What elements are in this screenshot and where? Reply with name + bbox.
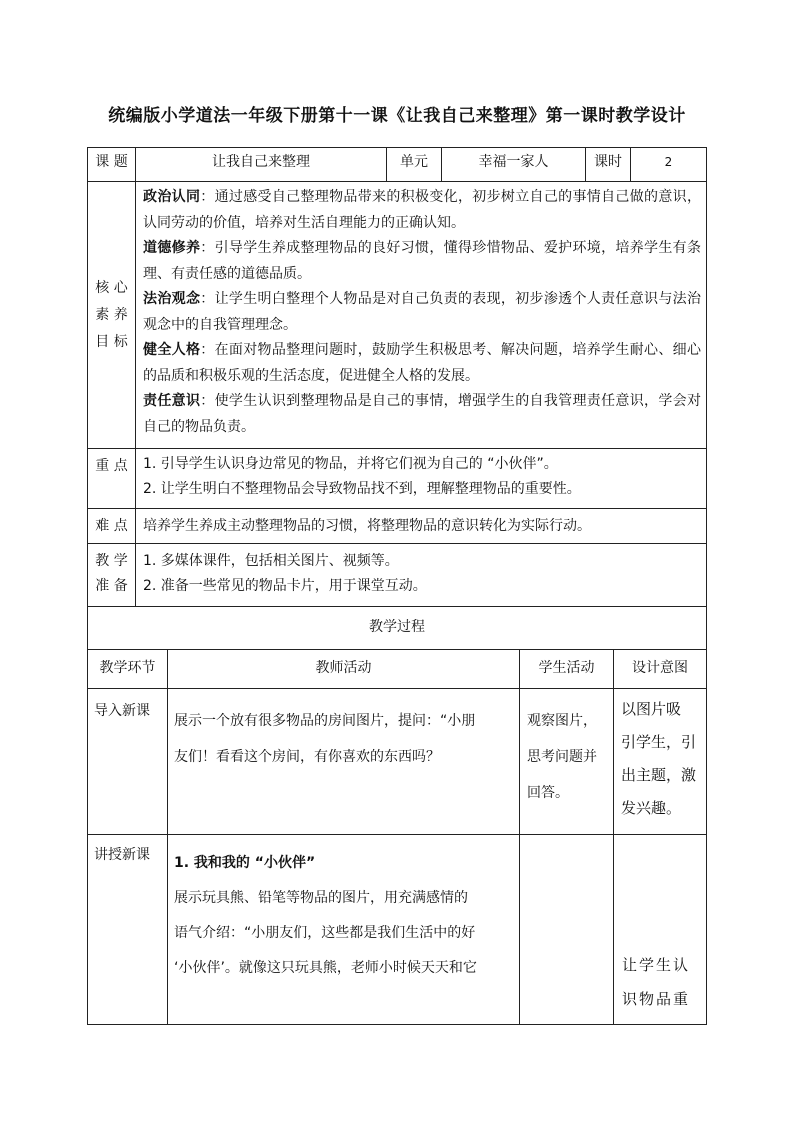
text-line: 思考问题并 [527,749,597,765]
unit-label: 单元 [400,154,428,170]
goals-label-line: 核 心 [95,280,128,296]
text-line: 引学生，引 [621,733,697,751]
text-line: ‘小伙伴’。就像这只玩具熊，老师小时候天天和它 [174,960,477,976]
student-activity-intro [527,703,611,811]
text-line: 发兴趣。 [621,799,682,817]
goals-label [88,275,135,356]
text-line: 出主题，激 [621,766,697,784]
topic-label: 课 题 [95,154,128,170]
goal-head: 道德修养 [143,240,201,256]
goals-label-line: 素 养 [95,307,128,323]
text-line: 展示一个放有很多物品的房间图片，提问：“小朋 [174,713,476,729]
stage-intro: 导入新课 [94,703,150,719]
text-line: 识物品重 [622,990,691,1008]
prep-label [88,549,135,599]
difficulty-text: 培养学生养成主动整理物品的习惯，将整理物品的意识转化为实际行动。 [143,518,591,534]
prep-label-line: 教 学 [95,553,128,569]
goal-item [143,338,701,389]
unit-value: 幸福一家人 [478,154,549,170]
hours-label: 课时 [594,154,622,170]
design-intent-intro [621,693,703,825]
goal-text: ：让学生明白整理个人物品是对自己负责的表现，初步渗透个人责任意识与法治观念中的自我管理理念。 [143,291,702,333]
goal-text: ：在面对物品整理问题时，鼓励学生积极思考、解决问题，培养学生耐心、细心的品质和积极乐观的生活态度，促进健全人格的发展。 [143,342,702,384]
prep-item: 1. 多媒体课件，包括相关图片、视频等。 [143,553,399,569]
goal-text: ：通过感受自己整理物品带来的积极变化，初步树立自己的事情自己做的意识，认同劳动的价值，培养对生活自理能力的正确认知。 [143,189,702,231]
goals-label-line: 目 标 [95,334,128,350]
teacher-activity-intro [174,703,514,775]
key-point-item: 2. 让学生明白不整理物品会导致物品找不到，理解整理物品的重要性。 [143,481,581,497]
text-line: 观察图片， [527,713,597,729]
header-student: 学生活动 [538,660,595,676]
prep-item: 2. 准备一些常见的物品卡片，用于课堂互动。 [143,578,427,594]
prep-label-line: 准 备 [95,578,128,594]
goal-head: 法治观念 [143,291,201,307]
goal-item [143,236,701,287]
goal-item [143,389,701,440]
goal-head: 责任意识 [143,393,201,409]
document-title: 统编版小学道法一年级下册第十一课《让我自己来整理》第一课时教学设计 [108,106,686,126]
text-line: 语气介绍：“小朋友们，这些都是我们生活中的好 [174,925,476,941]
goal-head: 健全人格 [143,342,201,358]
key-points-content [143,452,701,502]
process-title: 教学过程 [369,619,425,635]
text-line: 让学生认 [622,956,691,974]
text-line: 友们！看看这个房间，有你喜欢的东西吗？ [174,749,440,765]
goal-item [143,287,701,338]
header-intent: 设计意图 [632,660,688,676]
prep-content [143,549,701,599]
key-point-item: 1. 引导学生认识身边常见的物品，并将它们视为自己的 “小伙伴”。 [143,456,558,472]
design-intent-new-lesson [622,948,704,1016]
topic-value: 让我自己来整理 [212,154,310,170]
section-heading: 1. 我和我的 “小伙伴” [174,855,316,871]
key-points-label: 重 点 [95,458,128,474]
text-line: 以图片吸 [621,700,682,718]
stage-new-lesson: 讲授新课 [94,847,150,863]
teacher-activity-new-lesson [174,846,514,986]
text-line: 回答。 [527,785,569,801]
goals-content [143,185,701,440]
goal-head: 政治认同 [143,189,201,205]
goal-item [143,185,701,236]
goal-text: ：使学生认识到整理物品是自己的事情，增强学生的自我管理责任意识，学会对自己的物品负责。 [143,393,702,435]
header-stage: 教学环节 [99,660,156,676]
difficulty-label: 难 点 [95,518,128,534]
goal-text: ：引导学生养成整理物品的良好习惯，懂得珍惜物品、爱护环境，培养学生有条理、有责任感的道德品质。 [143,240,702,282]
text-line: 展示玩具熊、铅笔等物品的图片，用充满感情的 [174,890,468,906]
header-teacher: 教师活动 [315,660,372,676]
hours-value: 2 [664,155,673,169]
